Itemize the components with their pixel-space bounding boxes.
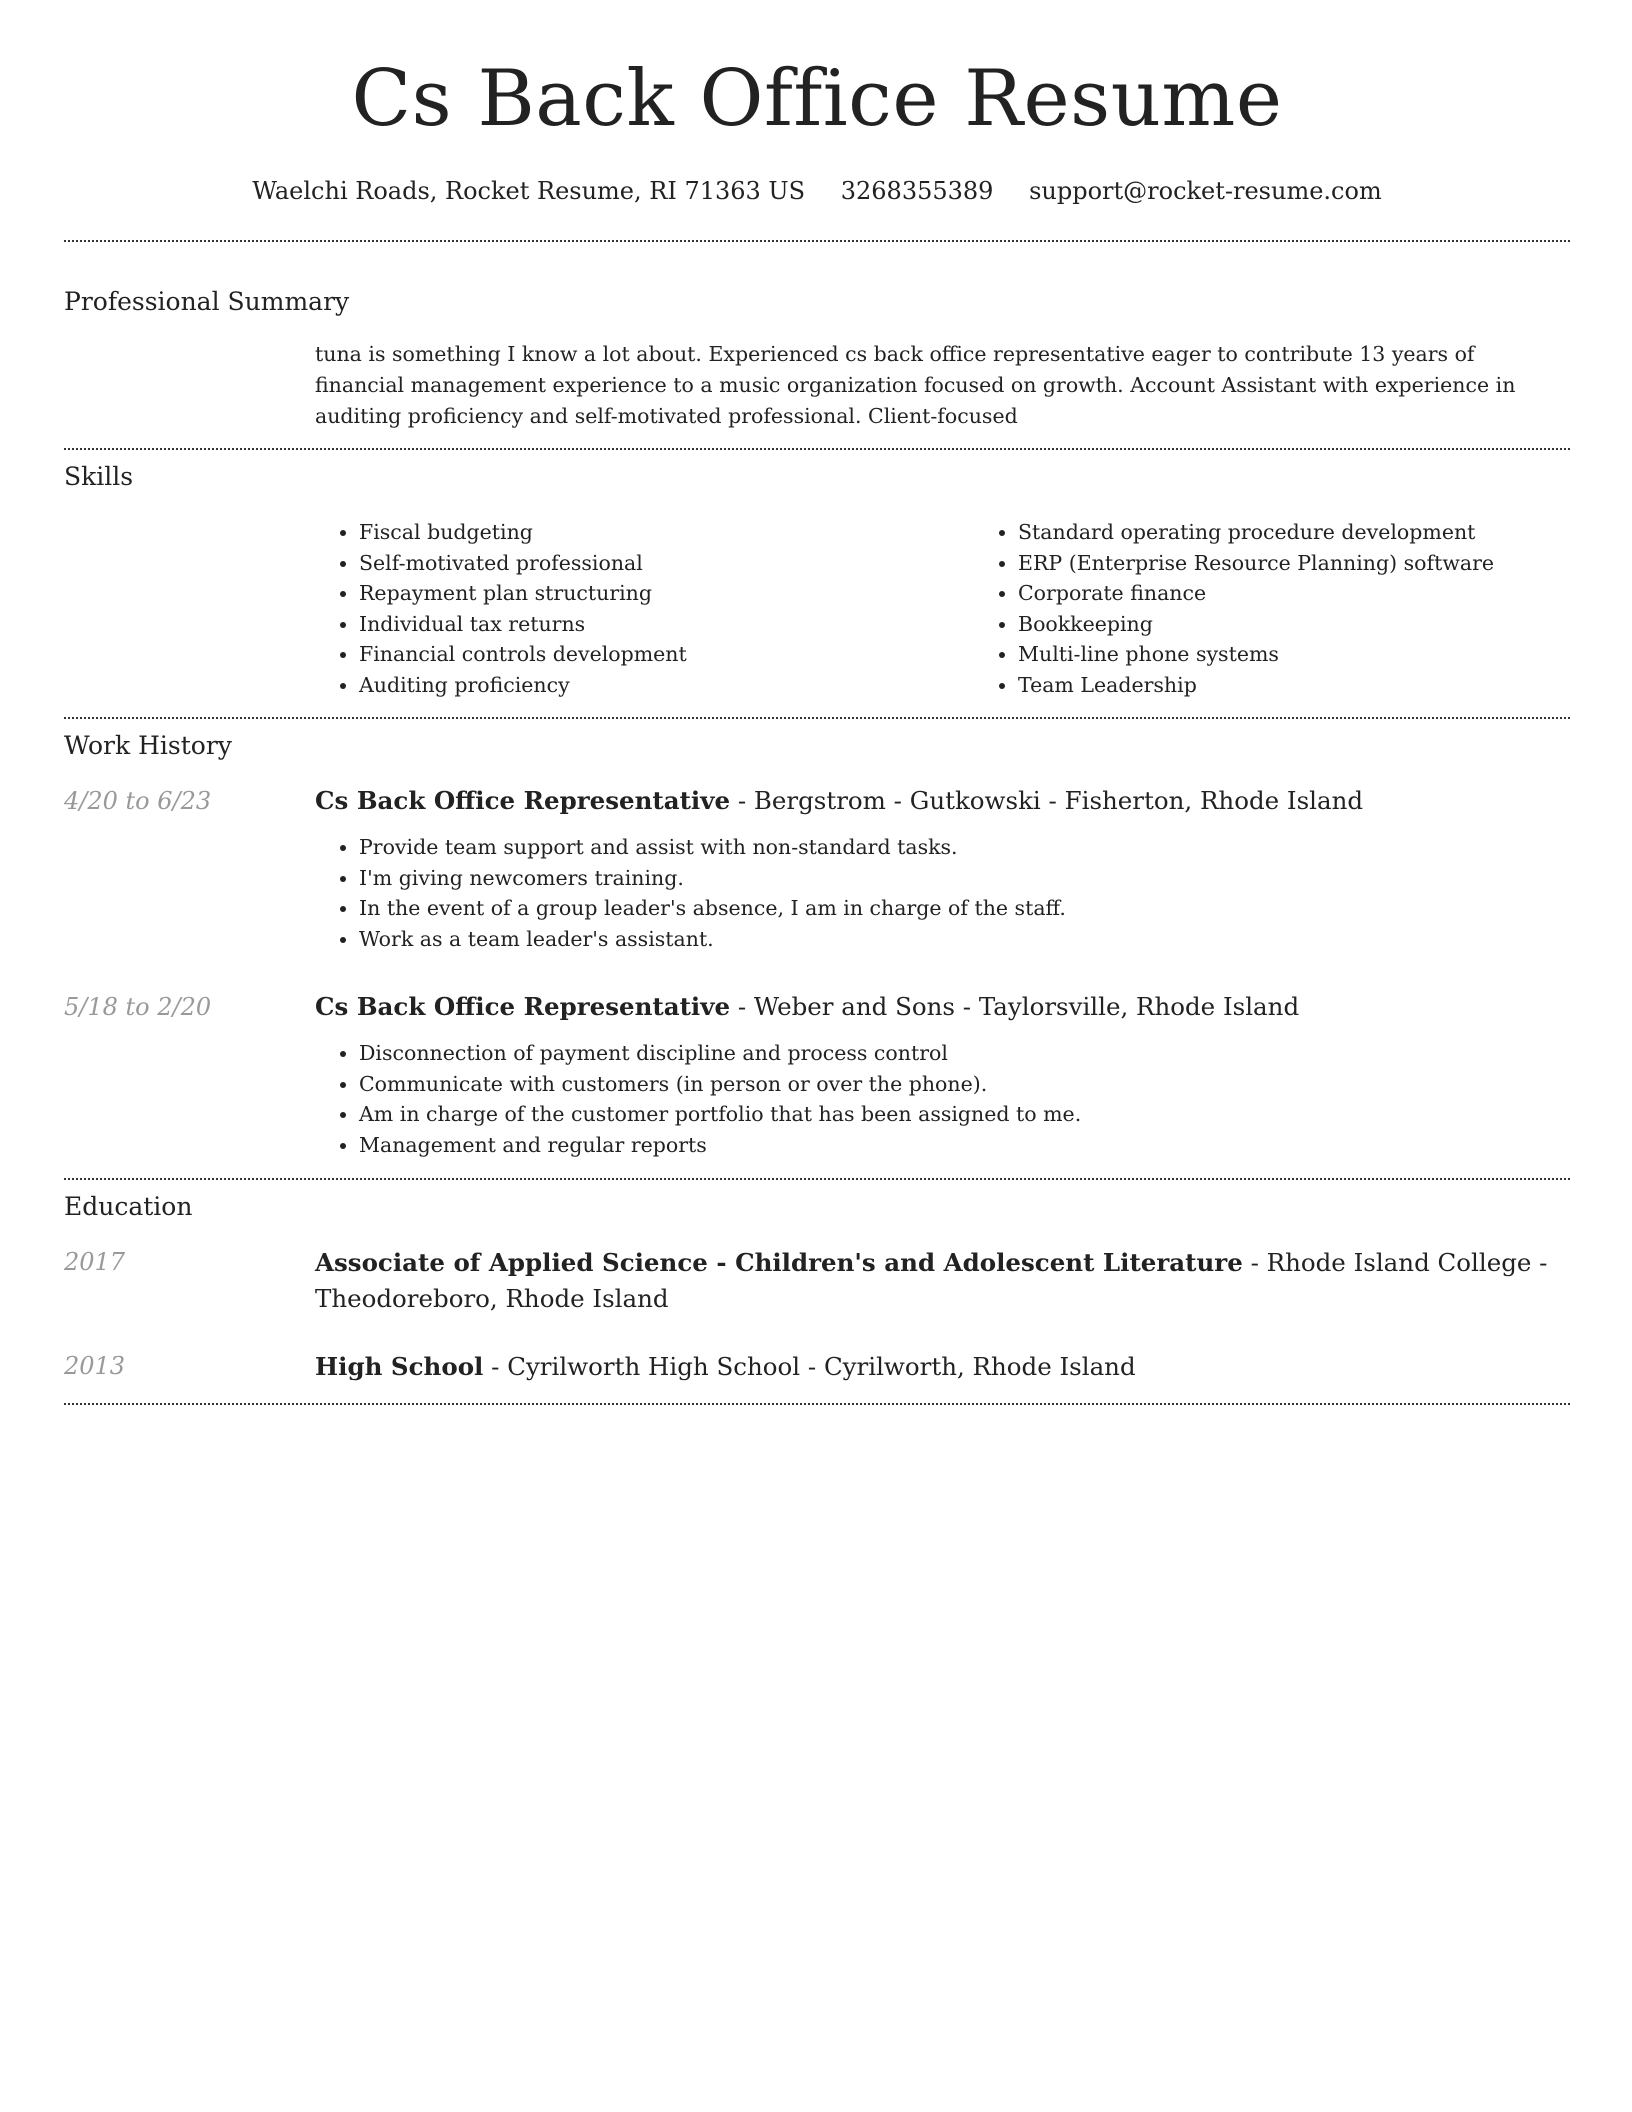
summary-text: tuna is something I know a lot about. Experienced cs back office representative eager to contribute 13 years of financial management experience to a music organization focused on growth. Account Assistant with experience in auditing proficiency and self-motivated professional. Client-focused	[315, 342, 1516, 428]
divider	[64, 717, 1570, 719]
education-school: - Cyrilworth High School - Cyrilworth, Rhode Island	[483, 1352, 1136, 1381]
job-bullet: • In the event of a group leader's absence, I am in charge of the staff.	[359, 893, 1570, 924]
education-degree: High School	[315, 1352, 484, 1381]
job-entry	[64, 784, 1570, 954]
summary-heading: Professional Summary	[64, 287, 350, 316]
work-heading: Work History	[64, 731, 232, 760]
job-dates: 4/20 to 6/23	[64, 787, 212, 815]
skill-item: • Team Leadership	[1018, 670, 1632, 701]
skills-heading: Skills	[64, 462, 134, 491]
skill-item: • Corporate finance	[1018, 578, 1632, 609]
education-heading: Education	[64, 1192, 193, 1221]
education-entry	[64, 1245, 1570, 1317]
job-employer: - Weber and Sons - Taylorsville, Rhode Island	[730, 992, 1300, 1021]
education-section	[64, 1191, 1570, 1385]
skills-list-left	[315, 517, 974, 700]
job-bullets	[315, 832, 1570, 954]
skill-item: • ERP (Enterprise Resource Planning) software	[1018, 548, 1632, 579]
contact-line	[64, 176, 1570, 206]
skill-item: • Financial controls development	[359, 639, 974, 670]
contact-phone: 3268355389	[840, 177, 994, 205]
skill-item: • Repayment plan structuring	[359, 578, 974, 609]
education-entry	[64, 1349, 1570, 1385]
education-year: 2013	[64, 1352, 126, 1380]
job-entry	[64, 990, 1570, 1160]
education-detail	[315, 1245, 1570, 1317]
job-title	[315, 990, 1570, 1024]
contact-email: support@rocket-resume.com	[1029, 177, 1382, 205]
job-employer: - Bergstrom - Gutkowski - Fisherton, Rhode Island	[730, 786, 1364, 815]
education-school: - Rhode Island College - Theodoreboro, Rhode Island	[315, 1248, 1548, 1313]
job-bullet: • Am in charge of the customer portfolio that has been assigned to me.	[359, 1099, 1570, 1130]
job-bullet: • Communicate with customers (in person or over the phone).	[359, 1069, 1570, 1100]
job-bullet: • Work as a team leader's assistant.	[359, 924, 1570, 955]
skill-item: • Bookkeeping	[1018, 609, 1632, 640]
education-degree: Associate of Applied Science - Children's and Adolescent Literature	[315, 1248, 1243, 1277]
skill-item: • Multi-line phone systems	[1018, 639, 1632, 670]
work-section	[64, 730, 1570, 1160]
education-detail	[315, 1349, 1570, 1385]
job-bullet: • Provide team support and assist with non-standard tasks.	[359, 832, 1570, 863]
skill-item: • Standard operating procedure development	[1018, 517, 1632, 548]
contact-address: Waelchi Roads, Rocket Resume, RI 71363 US	[252, 177, 806, 205]
skills-section	[64, 461, 1570, 700]
resume-title: Cs Back Office Resume	[351, 54, 1283, 144]
summary-section	[64, 286, 1570, 432]
job-bullets	[315, 1038, 1570, 1160]
job-bullet: • I'm giving newcomers training.	[359, 863, 1570, 894]
resume-page	[64, 0, 1570, 1405]
summary-spacer	[64, 339, 315, 432]
skill-item: • Auditing proficiency	[359, 670, 974, 701]
skills-list-right	[974, 517, 1632, 700]
job-bullet: • Management and regular reports	[359, 1130, 1570, 1161]
skill-item: • Fiscal budgeting	[359, 517, 974, 548]
job-bullet: • Disconnection of payment discipline and process control	[359, 1038, 1570, 1069]
skills-columns	[315, 517, 1632, 700]
job-role: Cs Back Office Representative	[315, 786, 731, 815]
divider	[64, 1403, 1570, 1405]
job-role: Cs Back Office Representative	[315, 992, 731, 1021]
divider	[64, 1178, 1570, 1180]
education-year: 2017	[64, 1248, 126, 1276]
skill-item: • Individual tax returns	[359, 609, 974, 640]
skills-spacer	[64, 517, 315, 700]
divider	[64, 448, 1570, 450]
skill-item: • Self-motivated professional	[359, 548, 974, 579]
job-dates: 5/18 to 2/20	[64, 993, 212, 1021]
divider	[64, 240, 1570, 242]
job-title	[315, 784, 1570, 818]
